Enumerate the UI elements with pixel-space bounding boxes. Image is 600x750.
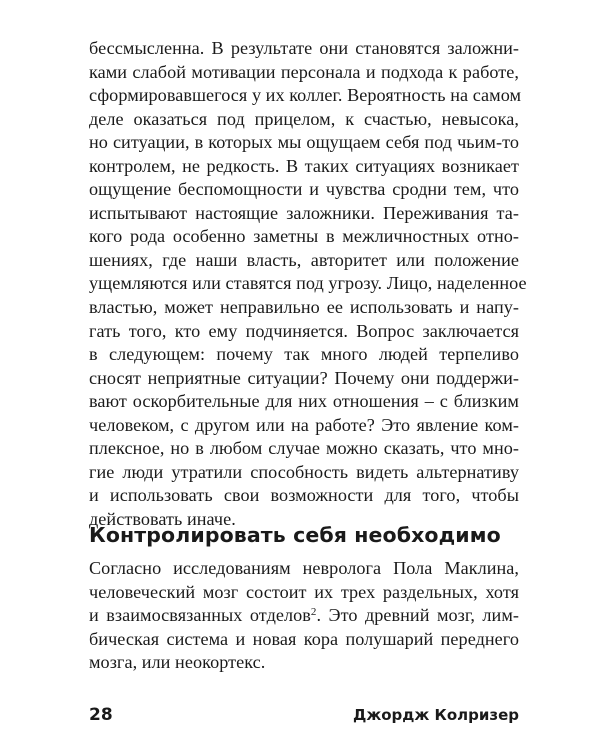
page-footer — [89, 703, 519, 727]
text-line: Согласно исследованиям невролога Пола Маклина, — [89, 558, 519, 578]
text-line: мозга, или неокортекс. — [89, 652, 266, 673]
text-line: контролем, не редкость. В таких ситуациях возникает — [89, 155, 519, 176]
text-line: ущемляются или ставятся под угрозу. Лицо, наделенное — [89, 273, 527, 294]
text-line: властью, может неправильно ее использовать и напу- — [89, 297, 519, 318]
text-line: ками слабой мотивации персонала и подхода к работе, — [89, 61, 519, 82]
section-heading: Контролировать себя необходимо — [89, 523, 501, 547]
text-line: ощущение беспомощности и чувства сродни тем, что — [89, 179, 519, 200]
text-line: человеком, с другом или на работе? Это явление ком- — [89, 414, 519, 435]
text-line: сносят неприятные ситуации? Почему они поддержи- — [89, 367, 519, 388]
section-paragraph — [89, 557, 519, 675]
text-line: в следующем: почему так много людей терпеливо — [89, 344, 519, 365]
text-line: действовать иначе. — [89, 508, 236, 529]
body-paragraph — [89, 37, 527, 531]
running-footer-author: Джордж Колризер — [352, 706, 519, 724]
text-line: деле оказаться под прицелом, к счастью, невысока, — [89, 108, 519, 129]
text-line — [89, 604, 519, 628]
text-line: гие люди утратили способность видеть альтернативу — [89, 461, 519, 482]
page-number: 28 — [89, 705, 113, 725]
text-line: вают оскорбительные для них отношения – с близким — [89, 391, 519, 412]
text-line: кого рода особенно заметны в межличностных отно- — [89, 226, 519, 247]
text-fragment: и взаимосвязанных отделов — [89, 605, 311, 626]
text-line: бессмысленна. В результате они становятся заложни- — [89, 38, 519, 58]
text-line: и использовать свои возможности для того, чтобы — [89, 485, 519, 506]
text-line: шениях, где наши власть, авторитет или положение — [89, 249, 519, 270]
text-fragment: . Это древний мозг, лим- — [316, 605, 519, 626]
text-line: но ситуации, в которых мы ощущаем себя под чьим-то — [89, 132, 519, 153]
text-line: гать того, кто ему подчиняется. Вопрос заключается — [89, 320, 519, 341]
text-line: плексное, но в любом случае можно сказать, что мно- — [89, 438, 519, 459]
text-line: сформировавшегося у их коллег. Вероятность на самом — [89, 85, 522, 106]
footnote-marker[interactable]: 2 — [310, 606, 317, 619]
text-line: испытывают настоящие заложники. Переживания та- — [89, 202, 519, 223]
text-line: бическая система и новая кора полушарий переднего — [89, 628, 519, 649]
text-line: человеческий мозг состоит их трех раздельных, хотя — [89, 581, 519, 602]
